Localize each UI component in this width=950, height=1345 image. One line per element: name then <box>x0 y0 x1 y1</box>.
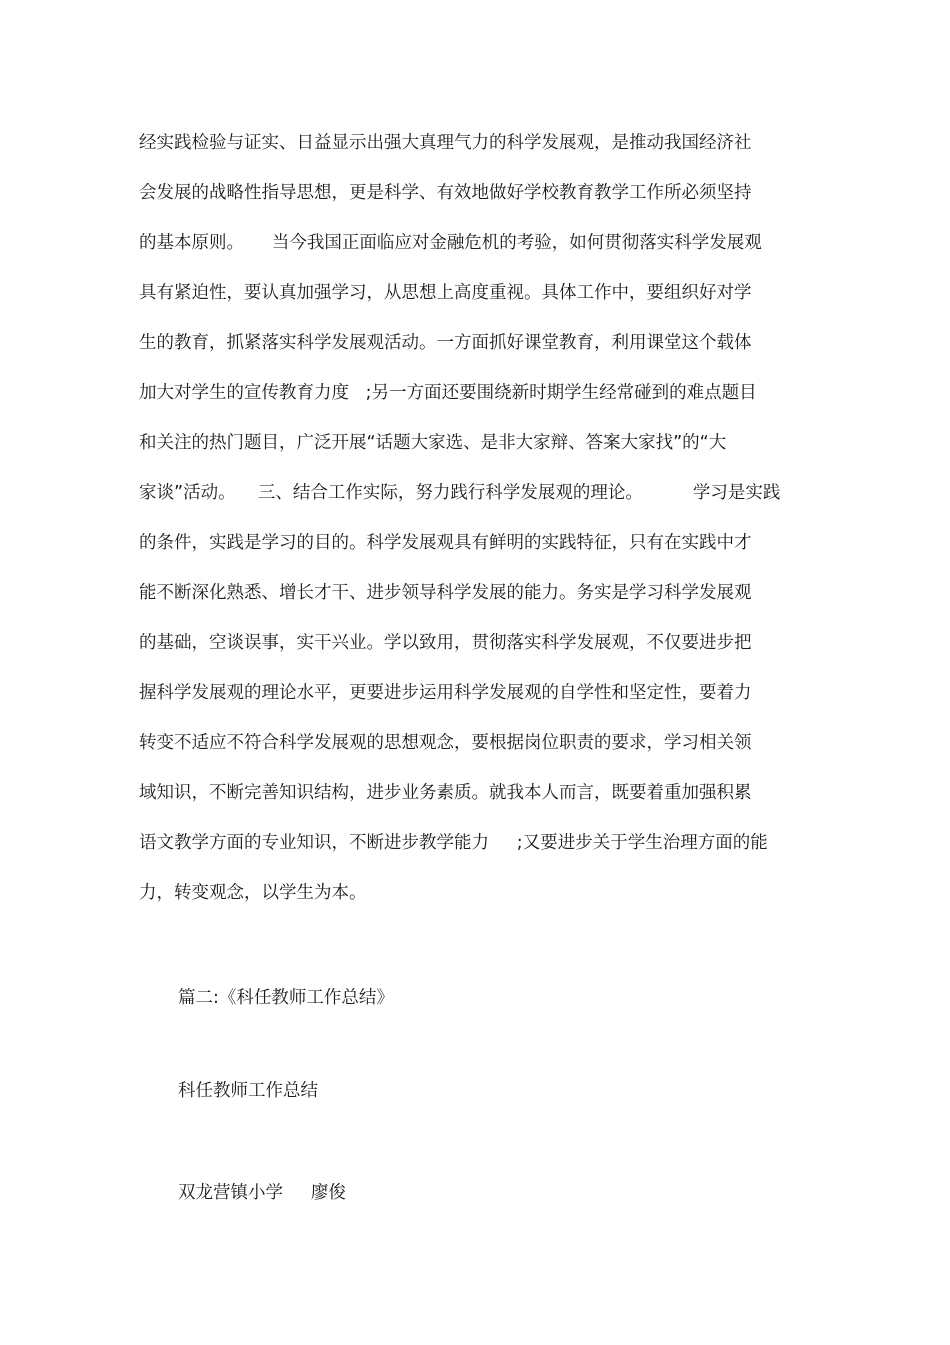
document-title: 科任教师工作总结 <box>178 1081 318 1101</box>
section-heading: 篇二:《科任教师工作总结》 <box>178 988 394 1008</box>
paragraph-line: 生的教育，抓紧落实科学发展观活动。一方面抓好课堂教育，利用课堂这个载体 <box>139 333 752 353</box>
paragraph-line: 和关注的热门题目，广泛开展“话题大家选、是非大家辩、答案大家找”的“大 <box>139 433 727 453</box>
paragraph-line: 域知识，不断完善知识结构，进步业务素质。就我本人而言，既要着重加强积累 <box>139 783 752 803</box>
paragraph-line: 具有紧迫性，要认真加强学习，从思想上高度重视。具体工作中，要组织好对学 <box>139 283 752 303</box>
paragraph-line: 转变不适应不符合科学发展观的思想观念，要根据岗位职责的要求，学习相关领 <box>139 733 752 753</box>
paragraph-line: 的基础，空谈误事，实干兴业。学以致用，贯彻落实科学发展观，不仅要进步把 <box>139 633 752 653</box>
paragraph-line: 的基本原则。 当今我国正面临应对金融危机的考验，如何贯彻落实科学发展观 <box>139 233 762 253</box>
paragraph-line: 会发展的战略性指导思想，更是科学、有效地做好学校教育教学工作所必须坚持 <box>139 183 752 203</box>
paragraph-line: 能不断深化熟悉、增长才干、进步领导科学发展的能力。务实是学习科学发展观 <box>139 583 752 603</box>
paragraph-line: 语文教学方面的专业知识，不断进步教学能力 ;又要进步关于学生治理方面的能 <box>139 833 768 853</box>
paragraph-line: 家谈”活动。 三、结合工作实际，努力践行科学发展观的理论。 学习是实践 <box>139 483 781 503</box>
paragraph-line: 加大对学生的宣传教育力度 ;另一方面还要围绕新时期学生经常碰到的难点题目 <box>139 383 757 403</box>
paragraph-line: 的条件，实践是学习的目的。科学发展观具有鲜明的实践特征，只有在实践中才 <box>139 533 752 553</box>
paragraph-line: 力，转变观念，以学生为本。 <box>139 883 367 903</box>
author-line: 双龙营镇小学 廖俊 <box>178 1183 346 1203</box>
paragraph-line: 握科学发展观的理论水平，更要进步运用科学发展观的自学性和坚定性，要着力 <box>139 683 752 703</box>
body-paragraph <box>139 128 839 928</box>
paragraph-line: 经实践检验与证实、日益显示出强大真理气力的科学发展观，是推动我国经济社 <box>139 133 752 153</box>
